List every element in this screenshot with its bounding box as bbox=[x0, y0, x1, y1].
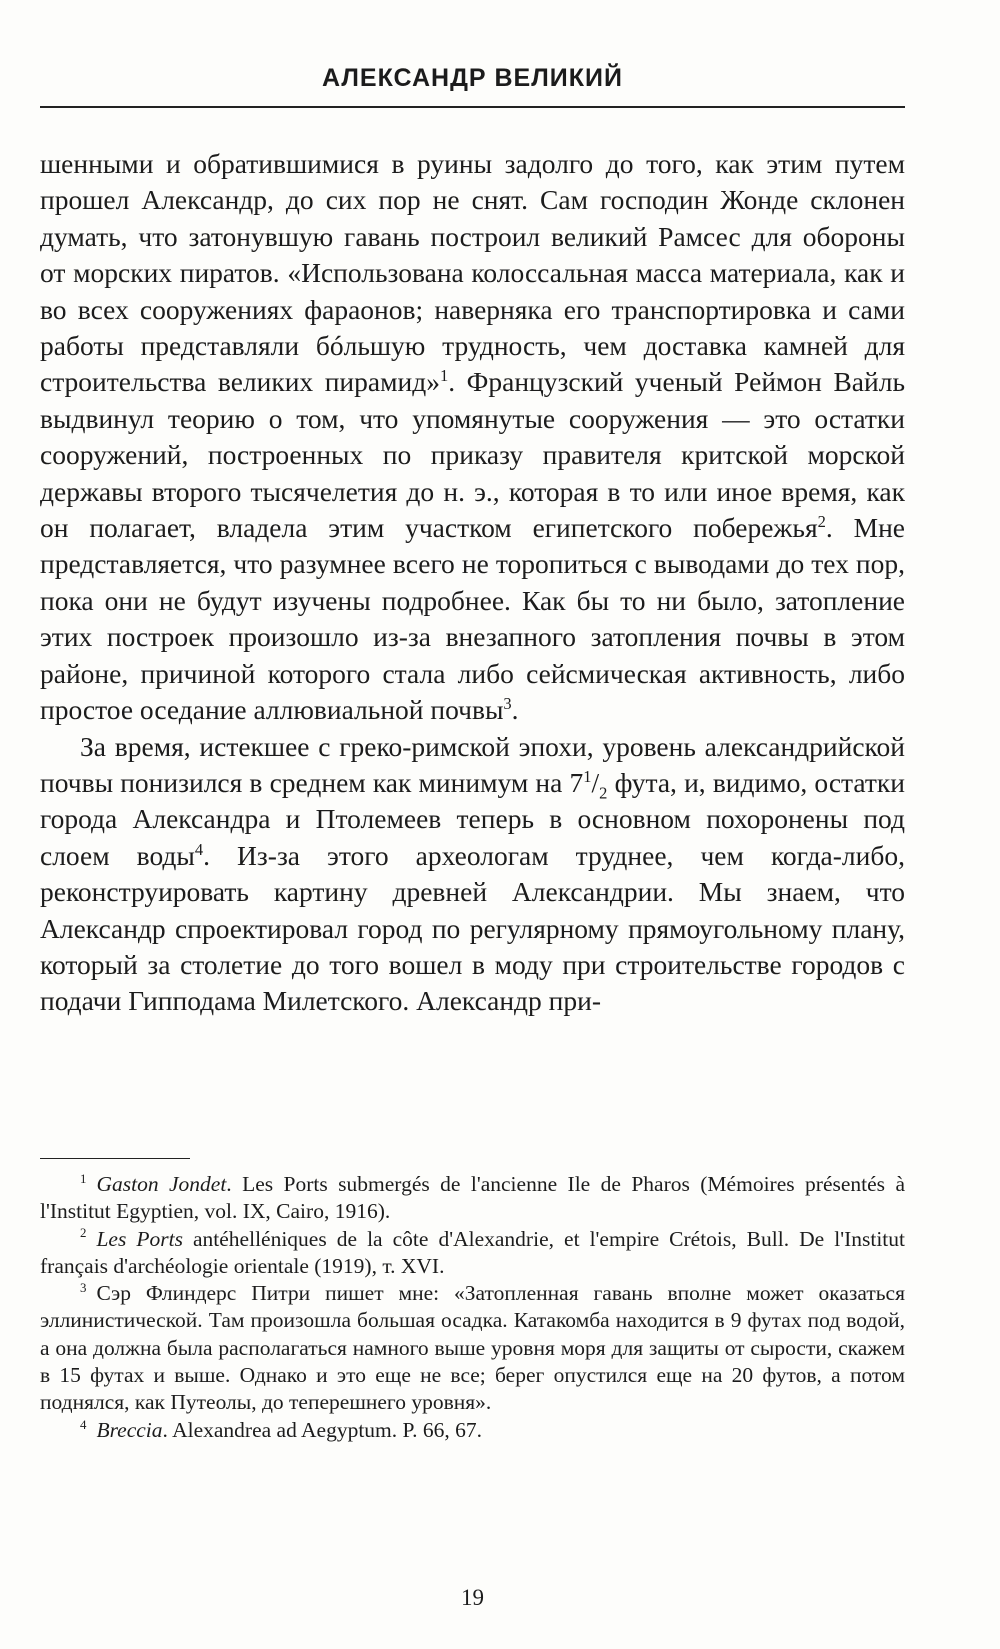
footnote-reference-2: 2 bbox=[817, 511, 826, 531]
paragraph-text: За время, истекшее с греко-римской эпохи, уровень александрийской почвы понизился в среднем как минимум на 7 bbox=[40, 730, 905, 798]
paragraph-text: . Мне представляется, что разумнее всего не торопиться с выводами до тех пор, пока они не будут изучены подробнее. Как бы то ни было, затопление этих построек произошло из-за внезапного затопления почвы в этом районе, причиной которого стала либо сейсмическая активность, либо простое оседание аллювиальной почвы bbox=[40, 512, 905, 726]
paragraph-text: шенными и обратившимися в руины задолго до того, как этим путем прошел Александр, до сих пор не снят. Сам господин Жонде склонен думать, что затонувшую гавань построил великий Рамсес для обороны от морских пиратов. «Использована колоссальная масса материала, как и во всех сооружениях фараонов; наверняка его транспортировка и сами работы представляли бóльшую трудность, чем доставка камней для строительства великих пирамид» bbox=[40, 148, 905, 398]
book-page bbox=[40, 0, 905, 1649]
footnote-text: Сэр Флиндерс Питри пишет мне: «Затопленная гавань вполне может оказаться эллинистической. Там произошла большая осадка. Катакомба находится в 9 футах под водой, а она должна была располагаться намного выше уровня моря для защиты от сырости, скажем в 15 футах и выше. Однако и это еще не все; берег опустился еще на 20 футов, а потом поднялся, как Путеолы, до теперешнего уровня». bbox=[40, 1281, 905, 1415]
footnote-reference-3: 3 bbox=[503, 693, 512, 713]
footnote-separator bbox=[40, 1158, 190, 1159]
paragraph-text: фута, и, видимо, остатки города Александра и Птолемеев теперь в основном похоронены под слоем воды bbox=[40, 766, 906, 871]
fraction-slash: / bbox=[591, 766, 600, 798]
paragraph-2 bbox=[40, 729, 905, 1020]
footnote-text: . Alexandrea ad Aegyptum. P. 66, 67. bbox=[162, 1417, 482, 1442]
footnote-author: Les Ports bbox=[96, 1226, 183, 1251]
footnote-number: 1 bbox=[80, 1171, 87, 1186]
footnote-reference-1: 1 bbox=[439, 366, 449, 386]
fraction-denominator: 2 bbox=[599, 783, 608, 803]
paragraph-1 bbox=[40, 146, 905, 729]
footnote-number: 2 bbox=[80, 1226, 87, 1241]
paragraph-text: . Французский ученый Реймон Вайль выдвинул теорию о том, что упомянутые сооружения — это остатки сооружений, построенных по приказу правителя критской морской державы второго тысячелетия до н. э., которая в то или иное время, как он полагает, владела этим участком египетского побережья bbox=[40, 366, 905, 544]
footnote-number: 3 bbox=[80, 1281, 87, 1296]
running-head: АЛЕКСАНДР ВЕЛИКИЙ bbox=[322, 64, 623, 92]
paragraph-text: . Из-за этого археологам труднее, чем когда-либо, реконструировать картину древней Александрии. Мы знаем, что Александр спроектировал город по регулярному прямоугольному плану, который за столетие до того вошел в моду при строительстве городов с подачи Гипподама Милетского. Александр при- bbox=[40, 839, 905, 1017]
main-text bbox=[40, 146, 905, 1020]
footnote-3 bbox=[40, 1280, 905, 1416]
header-rule bbox=[40, 106, 905, 108]
paragraph-text: . bbox=[511, 694, 519, 726]
footnote-text: antéhelléniques de la côte d'Alexandrie, et l'empire Crétois, Bull. De l'Institut français d'archéologie orientale (1919), т. XVI. bbox=[40, 1226, 905, 1278]
footnote-2 bbox=[40, 1226, 905, 1281]
footnote-author: Gaston Jondet bbox=[96, 1172, 227, 1196]
footnote-number: 4 bbox=[80, 1417, 87, 1432]
footnotes bbox=[40, 1171, 905, 1444]
footnote-reference-4: 4 bbox=[194, 839, 204, 859]
page-number: 19 bbox=[461, 1585, 484, 1610]
footnote-author: Breccia bbox=[96, 1417, 163, 1442]
footnote-1 bbox=[40, 1171, 905, 1226]
footnote-4 bbox=[40, 1417, 905, 1444]
fraction-numerator: 1 bbox=[583, 766, 592, 786]
footnote-text: . Les Ports submergés de l'ancienne Ile de Pharos (Mémoires présentés à l'Institut Egyptien, vol. IX, Cairo, 1916). bbox=[40, 1172, 905, 1224]
